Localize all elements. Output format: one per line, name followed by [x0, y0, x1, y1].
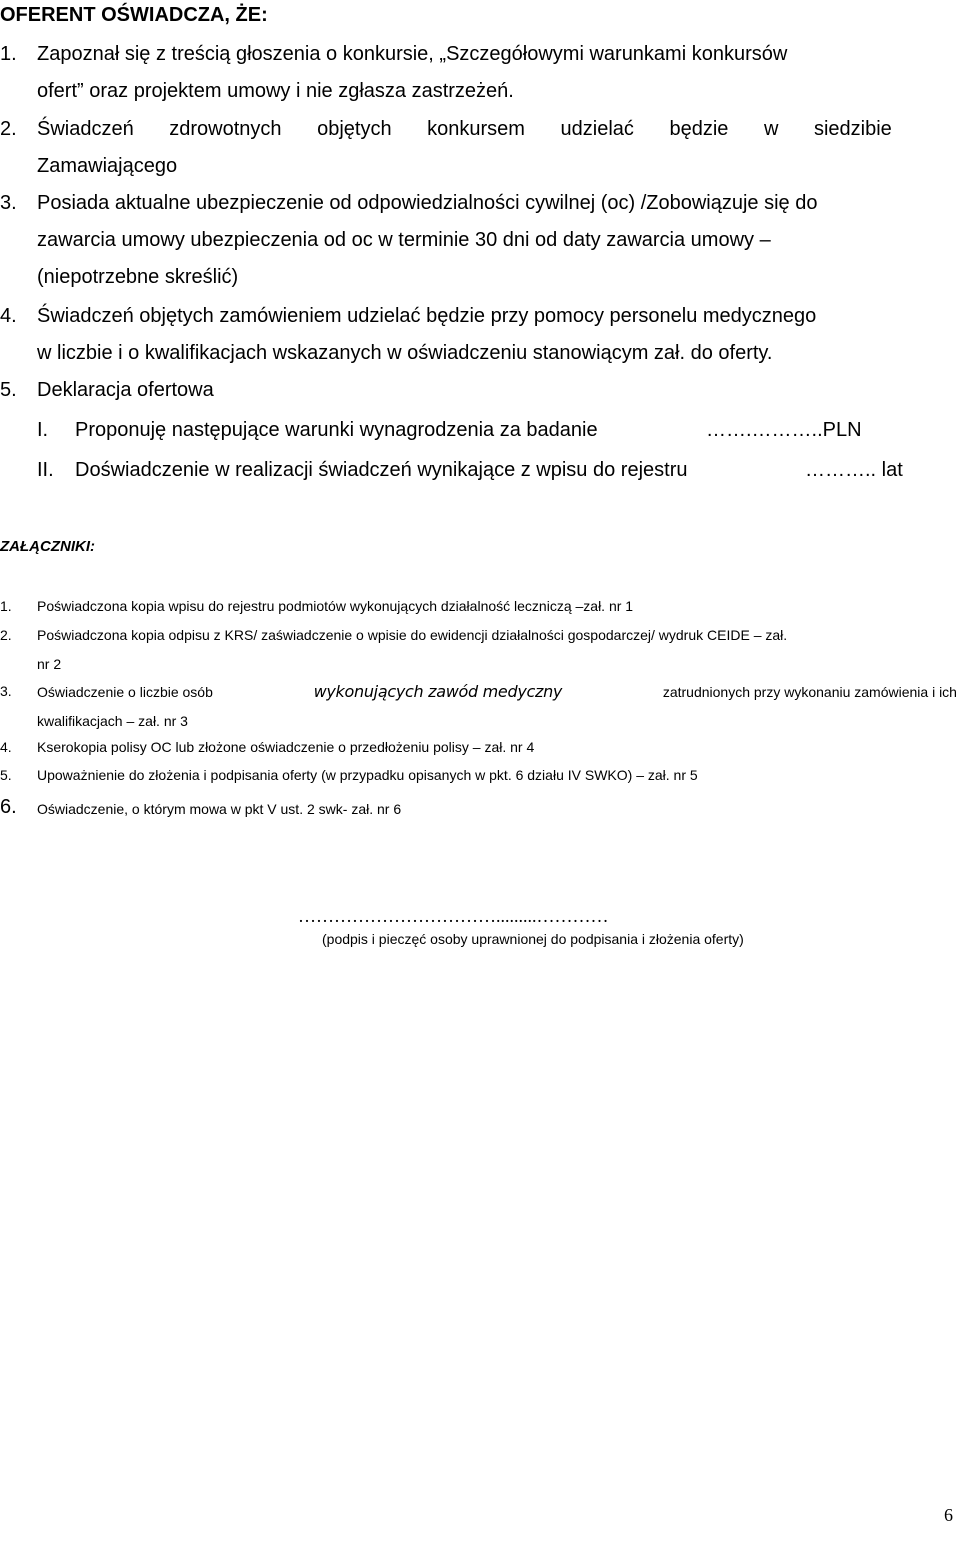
item-number: 4.	[0, 305, 17, 327]
attachment-item-1	[0, 592, 960, 621]
item-text	[37, 185, 955, 296]
item-line: Świadczeń objętych zamówieniem udzielać będzie przy pomocy personelu medycznego	[37, 305, 817, 327]
price-fill-field: …….………..PLN	[706, 419, 862, 441]
declaration-text: Doświadczenie w realizacji świadczeń wynikające z wpisu do rejestru	[75, 459, 688, 481]
attachment-text: Upoważnienie do złożenia i podpisania oferty (w przypadku opisanych w pkt. 6 działu IV SWKO) – zał. nr 5	[37, 767, 698, 783]
attachment-line	[37, 677, 957, 707]
item-line: Świadczeń zdrowotnych objętych konkursem udzielać będzie w siedzibie	[37, 118, 892, 140]
roman-numeral: I.	[37, 419, 49, 441]
item-line: w liczbie i o kwalifikacjach wskazanych w oświadczeniu stanowiącym zał. do oferty.	[37, 342, 773, 364]
statement-item-1	[0, 36, 960, 110]
offer-declaration-II	[0, 452, 903, 489]
attachment-text-part: Oświadczenie o liczbie osób	[37, 684, 213, 700]
item-text	[37, 372, 955, 409]
item-line: (niepotrzebne skreślić)	[37, 266, 239, 288]
roman-numeral: II.	[37, 459, 54, 481]
item-number: 2.	[0, 118, 17, 140]
item-number: 5.	[0, 379, 17, 401]
attachment-line: Poświadczona kopia odpisu z KRS/ zaświadczenie o wpisie do ewidencji działalności gospodarczej/ wydruk CEIDE – zał.	[37, 627, 788, 643]
attachments-title: ZAŁĄCZNIKI:	[0, 538, 95, 555]
attachment-line: kwalifikacjach – zał. nr 3	[37, 713, 188, 729]
item-line: zawarcia umowy ubezpieczenia od oc w terminie 30 dni od daty zawarcia umowy –	[37, 229, 771, 251]
attachment-text	[37, 621, 957, 679]
statement-item-4	[0, 298, 960, 372]
page-number: 6	[944, 1505, 953, 1525]
signature-line: …………………………….........…………	[298, 906, 609, 926]
attachment-number: 1.	[0, 598, 12, 614]
attachment-number: 5.	[0, 767, 12, 783]
attachment-text	[37, 677, 957, 736]
attachment-item-6	[0, 795, 960, 824]
attachment-text: Poświadczona kopia wpisu do rejestru podmiotów wykonujących działalność leczniczą –zał. nr 1	[37, 598, 634, 614]
attachment-item-4	[0, 733, 960, 762]
attachment-text: Kserokopia polisy OC lub złożone oświadczenie o przedłożeniu polisy – zał. nr 4	[37, 739, 535, 755]
attachment-number: 6.	[0, 796, 17, 818]
attachment-number: 3.	[0, 683, 12, 699]
experience-fill-field: ……….. lat	[805, 459, 903, 481]
signature-caption: (podpis i pieczęć osoby uprawnionej do podpisania i złożenia oferty)	[322, 931, 744, 947]
item-line: Deklaracja ofertowa	[37, 379, 214, 401]
item-text	[37, 111, 955, 185]
attachment-item-3	[0, 677, 960, 735]
item-line: Posiada aktualne ubezpieczenie od odpowiedzialności cywilnej (oc) /Zobowiązuje się do	[37, 192, 818, 214]
attachment-number: 4.	[0, 739, 12, 755]
declaration-heading: OFERENT OŚWIADCZA, ŻE:	[0, 4, 268, 26]
item-number: 3.	[0, 192, 17, 214]
item-number: 1.	[0, 43, 17, 65]
attachment-item-5	[0, 761, 960, 790]
attachment-text: Oświadczenie, o którym mowa w pkt V ust. 2 swk- zał. nr 6	[37, 801, 402, 817]
statement-item-5	[0, 372, 960, 409]
attachment-line: nr 2	[37, 656, 62, 672]
statement-item-3	[0, 185, 960, 296]
offer-declaration-I	[0, 412, 862, 449]
declaration-text: Proponuję następujące warunki wynagrodzenia za badanie	[75, 419, 598, 441]
attachment-item-2	[0, 621, 960, 679]
attachment-text-part: zatrudnionych przy wykonaniu zamówienia i ich	[662, 684, 957, 700]
attachment-number: 2.	[0, 627, 12, 643]
item-line: Zamawiającego	[37, 155, 178, 177]
item-text	[37, 36, 955, 110]
item-line: ofert” oraz projektem umowy i nie zgłasza zastrzeżeń.	[37, 80, 514, 102]
statement-item-2	[0, 111, 960, 185]
item-line: Zapoznał się z treścią głoszenia o konkursie, „Szczegółowymi warunkami konkursów	[37, 43, 788, 65]
item-text	[37, 298, 955, 372]
handwritten-insertion: wykonujących zawód medyczny	[313, 682, 563, 701]
